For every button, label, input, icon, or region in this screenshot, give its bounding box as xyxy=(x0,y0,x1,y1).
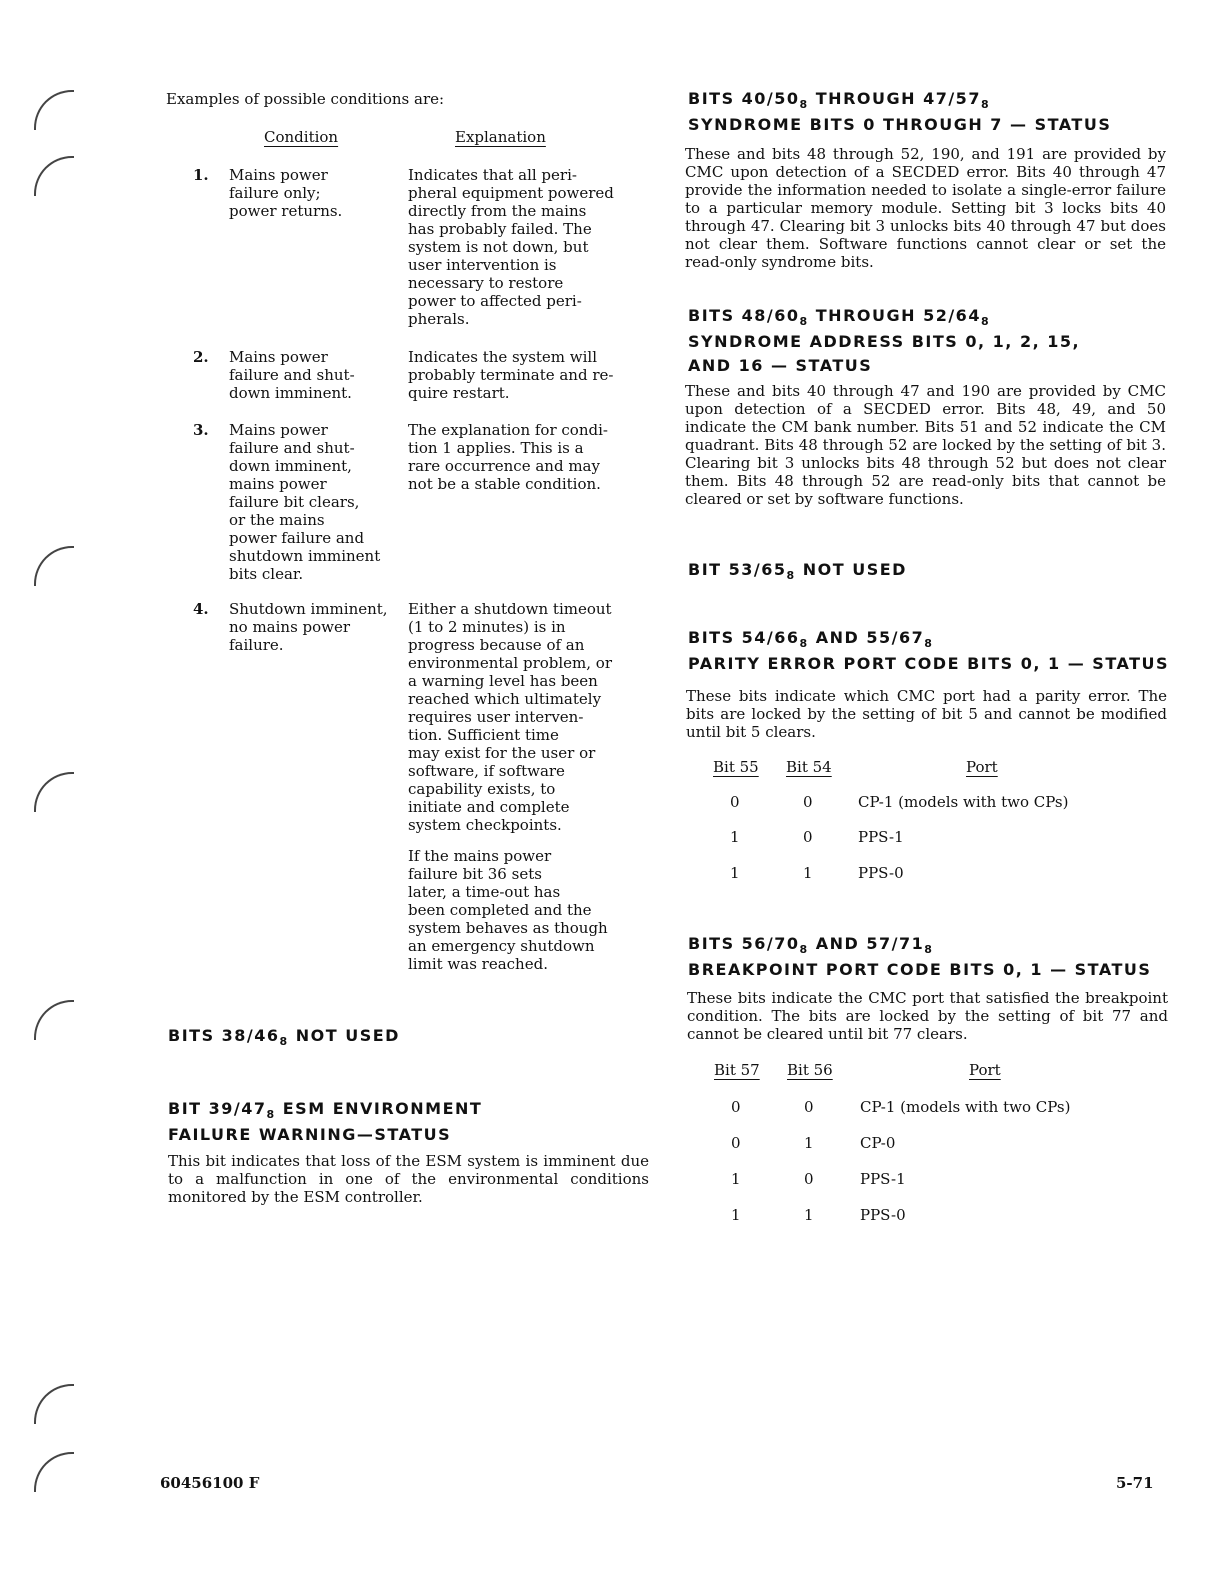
section-heading: BIT $39/47_8$ ESM ENVIRONMENT FAILURE WARNING—STATUS xyxy=(168,1099,483,1144)
table-cell: 1 xyxy=(804,1134,814,1152)
table-cell: 0 xyxy=(731,1134,741,1152)
condition-number: 4. xyxy=(193,600,209,618)
table-cell: CP-1 (models with two CPs) xyxy=(860,1098,1071,1116)
table-cell: CP-1 (models with two CPs) xyxy=(858,793,1069,811)
condition-text: Mains power failure and shut- down imminent. xyxy=(229,348,355,402)
condition-header: Condition xyxy=(264,128,339,146)
condition-number: 3. xyxy=(193,421,209,439)
table-header: Port xyxy=(966,758,998,776)
table-cell: CP-0 xyxy=(860,1134,896,1152)
table-cell: 0 xyxy=(803,793,813,811)
table-header: Bit 54 xyxy=(786,758,832,776)
table-cell: 1 xyxy=(803,864,813,882)
condition-text: Mains power failure and shut- down imminent, mains power failure bit clears, or the mains power failure and shutdown imminent bits clear. xyxy=(229,421,381,583)
table-cell: 0 xyxy=(730,793,740,811)
section-heading: BITS $54/66_8$ AND $55/67_8$ PARITY ERROR PORT CODE BITS 0, 1 — STATUS xyxy=(688,628,1170,673)
explanation-header: Explanation xyxy=(455,128,546,146)
intro-text: Examples of possible conditions are: xyxy=(166,90,445,108)
explanation-text: Indicates the system will probably terminate and re- quire restart. xyxy=(408,348,614,402)
table-cell: 0 xyxy=(804,1170,814,1188)
condition-text: Mains power failure only; power returns. xyxy=(229,166,343,220)
binder-hole-mark xyxy=(34,772,74,812)
section-heading: BITS $56/70_8$ AND $57/71_8$ BREAKPOINT PORT CODE BITS 0, 1 — STATUS xyxy=(688,934,1152,979)
condition-number: 1. xyxy=(193,166,209,184)
condition-number: 2. xyxy=(193,348,209,366)
table-cell: 0 xyxy=(731,1098,741,1116)
table-header: Bit 56 xyxy=(787,1061,833,1079)
section-heading: BITS $48/60_8$ THROUGH $52/64_8$ SYNDROME ADDRESS BITS 0, 1, 2, 15, AND 16 — STATUS xyxy=(688,306,1081,375)
binder-hole-mark xyxy=(34,1384,74,1424)
binder-hole-mark xyxy=(34,1000,74,1040)
table-cell: PPS-0 xyxy=(860,1206,906,1224)
explanation-text: The explanation for condi- tion 1 applies. This is a rare occurrence and may not be a stable condition. xyxy=(408,421,608,493)
page-number: 5-71 xyxy=(1116,1474,1154,1492)
table-header: Bit 57 xyxy=(714,1061,760,1079)
table-cell: 0 xyxy=(804,1098,814,1116)
table-cell: 1 xyxy=(804,1206,814,1224)
table-cell: 1 xyxy=(730,864,740,882)
section-heading: BITS $38/46_8$ NOT USED xyxy=(168,1026,400,1048)
section-body: This bit indicates that loss of the ESM system is imminent due to a malfunction in one of the environmental conditions monitored by the ESM controller. xyxy=(168,1152,649,1206)
binder-hole-mark xyxy=(34,546,74,586)
section-body: These and bits 40 through 47 and 190 are provided by CMC upon detection of a SECDED error. Bits 48, 49, and 50 indicate the CM bank number. Bits 51 and 52 indicate the CM quadrant. Bits 48 through 52 are locked by the setting of bit 3. Clearing bit 3 unlocks bits 48 through 52 but does not clear them. Bits 48 through 52 are read-only bits that cannot be cleared or set by software functions. xyxy=(685,382,1166,508)
table-cell: 1 xyxy=(731,1170,741,1188)
table-cell: 1 xyxy=(730,828,740,846)
section-heading: BIT $53/65_8$ NOT USED xyxy=(688,560,907,582)
binder-hole-mark xyxy=(34,156,74,196)
condition-text: Shutdown imminent, no mains power failure. xyxy=(229,600,388,654)
table-cell: PPS-1 xyxy=(860,1170,906,1188)
table-header: Port xyxy=(969,1061,1001,1079)
explanation-text: Either a shutdown timeout (1 to 2 minutes) is in progress because of an environmental problem, or a warning level has been reached which ultimately requires user interven- tion. Sufficient time may exist for the user or software, if software capability exists, to initiate and complete system checkpoints. xyxy=(408,600,613,834)
table-cell: 1 xyxy=(731,1206,741,1224)
table-cell: PPS-1 xyxy=(858,828,904,846)
explanation-text: Indicates that all peri- pheral equipment powered directly from the mains has probably failed. The system is not down, but user intervention is necessary to restore power to affected peri- pherals. xyxy=(408,166,614,328)
table-cell: 0 xyxy=(803,828,813,846)
section-body: These and bits 48 through 52, 190, and 191 are provided by CMC upon detection of a SECDED error. Bits 40 through 47 provide the information needed to isolate a single-error failure to a particular memory module. Setting bit 3 locks bits 40 through 47. Clearing bit 3 unlocks bits 40 through 47 but does not clear them. Software functions cannot clear or set the read-only syndrome bits. xyxy=(685,145,1166,271)
section-body: These bits indicate which CMC port had a parity error. The bits are locked by the setting of bit 5 and cannot be modified until bit 5 clears. xyxy=(686,687,1167,741)
section-body: These bits indicate the CMC port that satisfied the breakpoint condition. The bits are locked by the setting of bit 77 and cannot be cleared until bit 77 clears. xyxy=(687,989,1168,1043)
binder-hole-mark xyxy=(34,1452,74,1492)
binder-hole-mark xyxy=(34,90,74,130)
table-cell: PPS-0 xyxy=(858,864,904,882)
section-heading: BITS $40/50_8$ THROUGH $47/57_8$ SYNDROME BITS 0 THROUGH 7 — STATUS xyxy=(688,89,1112,134)
table-header: Bit 55 xyxy=(713,758,759,776)
document-number: 60456100 F xyxy=(160,1474,260,1492)
explanation-text: If the mains power failure bit 36 sets later, a time-out has been completed and the system behaves as though an emergency shutdown limit was reached. xyxy=(408,847,608,973)
